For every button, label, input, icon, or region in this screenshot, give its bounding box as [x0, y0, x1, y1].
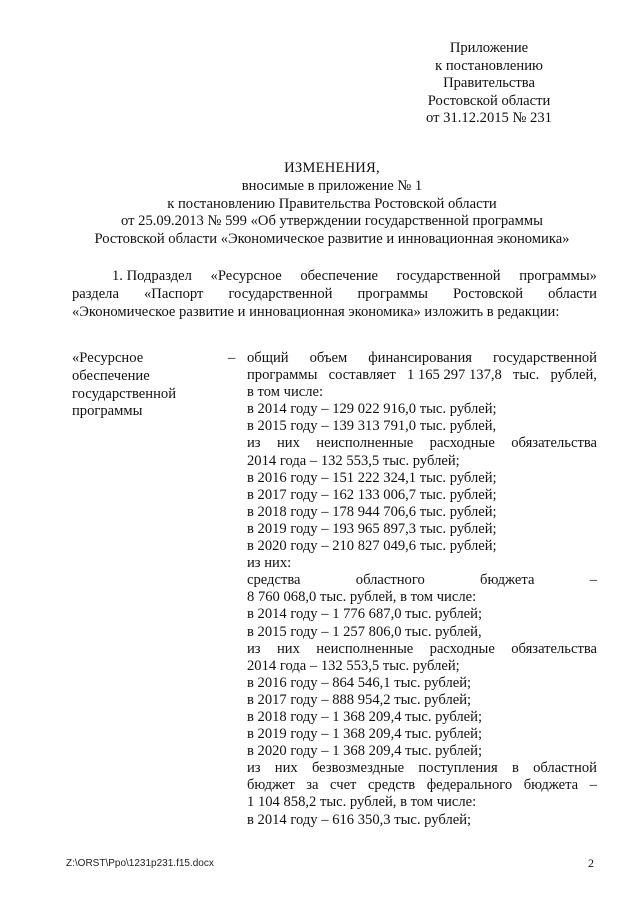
- word: объем: [309, 350, 348, 366]
- intro-line-2: [72, 286, 597, 304]
- amount-line: в 2016 году – 151 222 324,1 тыс. рублей;: [247, 469, 497, 486]
- word: из: [247, 435, 261, 452]
- amount-line: в 2017 году – 162 133 006,7 тыс. рублей;: [247, 486, 497, 503]
- word: обязательства: [511, 640, 597, 657]
- word: 1. Подраздел: [112, 268, 192, 284]
- amount-line: [247, 777, 597, 794]
- approval-stamp: [414, 40, 564, 128]
- word: 1 165 297 137,8: [406, 367, 502, 384]
- amount-line: [247, 572, 597, 589]
- word: государственной: [492, 350, 597, 366]
- word: бюджета: [523, 777, 579, 794]
- amount-line: 2014 года – 132 553,5 тыс. рублей;: [247, 657, 460, 674]
- word: Ростовской: [453, 285, 524, 302]
- word: них: [276, 640, 300, 657]
- heading-line: Ростовской области «Экономическое развитие и инновационная экономика»: [94, 231, 570, 248]
- word: государственной: [396, 268, 501, 284]
- label-line: «Ресурсное: [72, 350, 144, 366]
- word: –: [589, 777, 597, 794]
- amount-line: 1 104 858,2 тыс. рублей, в том числе:: [247, 794, 477, 811]
- word: средства: [247, 572, 301, 589]
- word: программы: [357, 285, 428, 302]
- approval-line: Ростовской области: [427, 92, 551, 109]
- word: обеспечение: [300, 268, 378, 284]
- word: программы: [247, 367, 318, 384]
- approval-line: от 31.12.2015 № 231: [426, 110, 552, 127]
- page-number: 2: [588, 856, 594, 870]
- word: поступления: [418, 760, 498, 777]
- word: безвозмездные: [311, 760, 405, 777]
- heading-line: к постановлению Правительства Ростовской области: [167, 195, 497, 212]
- heading-line: от 25.09.2013 № 599 «Об утверждении государственной программы: [121, 213, 543, 230]
- word: области: [548, 285, 597, 302]
- heading-line: ИЗМЕНЕНИЯ,: [284, 160, 380, 176]
- word: –: [589, 572, 597, 589]
- word: бюджет: [247, 777, 295, 794]
- intro-line-1: [72, 268, 597, 286]
- amount-line: в 2019 году – 193 965 897,3 тыс. рублей;: [247, 520, 497, 537]
- label-dash: –: [228, 350, 236, 366]
- word: государственной: [228, 285, 333, 302]
- amount-line: [247, 641, 597, 658]
- word: составляет: [328, 367, 396, 384]
- word: раздела: [72, 285, 119, 302]
- approval-line: Приложение: [449, 40, 529, 56]
- word: них: [274, 760, 298, 777]
- amount-line: в 2015 году – 1 257 806,0 тыс. рублей,: [247, 623, 482, 640]
- word: из: [247, 760, 261, 777]
- approval-line: Правительства: [443, 75, 535, 92]
- resource-amounts: [247, 350, 597, 829]
- intro-line-3: «Экономическое развитие и инновационная экономика» изложить в редакции:: [72, 303, 560, 320]
- approval-line: к постановлению: [435, 57, 543, 74]
- word: неисполненные: [316, 435, 414, 452]
- word: расходные: [429, 640, 495, 657]
- amount-line: [247, 367, 597, 384]
- amount-line: [247, 435, 597, 452]
- amount-line: [247, 760, 597, 777]
- label-line: обеспечение: [72, 367, 150, 384]
- amount-line: 2014 года – 132 553,5 тыс. рублей;: [247, 452, 460, 469]
- word: средств: [367, 777, 416, 794]
- resource-label: [72, 350, 212, 421]
- amount-line: в том числе:: [247, 384, 324, 401]
- word: бюджета: [480, 572, 535, 589]
- word: в: [511, 760, 519, 777]
- document-heading: [72, 160, 592, 249]
- word: областной: [533, 760, 597, 777]
- amount-line: в 2015 году – 139 313 791,0 тыс. рублей,: [247, 418, 497, 435]
- word: «Паспорт: [144, 285, 204, 302]
- word: областного: [355, 572, 425, 589]
- word: неисполненные: [316, 640, 414, 657]
- word: счет: [330, 777, 357, 794]
- amount-line: в 2017 году – 888 954,2 тыс. рублей;: [247, 691, 472, 708]
- label-line: государственной: [72, 385, 177, 402]
- amount-line: в 2014 году – 129 022 916,0 тыс. рублей;: [247, 401, 497, 418]
- amount-line: из них:: [247, 555, 292, 572]
- heading-line: вносимые в приложение № 1: [241, 177, 423, 194]
- word: них: [276, 435, 300, 452]
- label-line: программы: [72, 403, 143, 420]
- word: тыс.: [512, 367, 540, 384]
- word: рублей,: [550, 367, 597, 384]
- amount-line: [247, 350, 597, 367]
- word: общий: [247, 350, 289, 366]
- word: финансирования: [368, 350, 472, 366]
- word: из: [247, 640, 261, 657]
- amount-line: в 2014 году – 1 776 687,0 тыс. рублей;: [247, 606, 483, 623]
- amount-line: в 2020 году – 210 827 049,6 тыс. рублей;: [247, 538, 497, 555]
- amount-line: в 2019 году – 1 368 209,4 тыс. рублей;: [247, 726, 483, 743]
- amount-line: в 2016 году – 864 546,1 тыс. рублей;: [247, 674, 472, 691]
- word: «Ресурсное: [210, 268, 282, 284]
- word: обязательства: [511, 435, 597, 452]
- file-path: Z:\ORST\Ppo\1231p231.f15.docx: [66, 858, 214, 869]
- intro-paragraph: [72, 268, 597, 321]
- amount-line: 8 760 068,0 тыс. рублей, в том числе:: [247, 589, 477, 606]
- word: за: [306, 777, 319, 794]
- amount-line: в 2014 году – 616 350,3 тыс. рублей;: [247, 811, 472, 828]
- word: федерального: [426, 777, 513, 794]
- word: расходные: [429, 435, 495, 452]
- amount-line: в 2018 году – 1 368 209,4 тыс. рублей;: [247, 708, 483, 725]
- word: программы»: [519, 268, 597, 284]
- amount-line: в 2020 году – 1 368 209,4 тыс. рублей;: [247, 743, 483, 760]
- amount-line: в 2018 году – 178 944 706,6 тыс. рублей;: [247, 503, 497, 520]
